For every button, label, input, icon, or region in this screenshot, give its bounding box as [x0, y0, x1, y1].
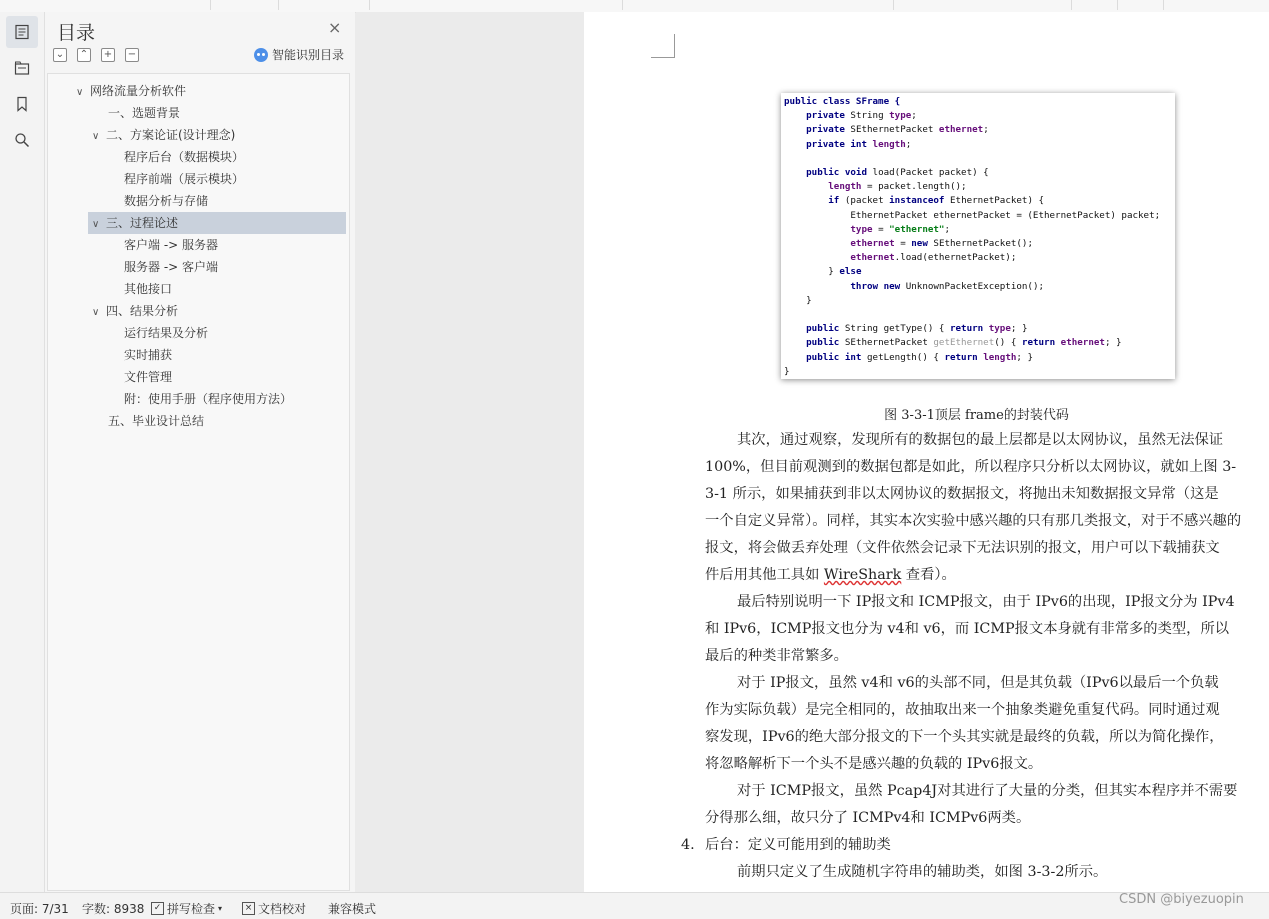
code-line: type = "ethernet"; [850, 223, 951, 235]
spell-error-word[interactable]: WireShark [823, 567, 902, 583]
toc-item[interactable]: 五、毕业设计总结 [108, 414, 205, 428]
watermark: CSDN @biyezuopin [1119, 892, 1244, 907]
toc-item[interactable]: 文件管理 [124, 370, 173, 384]
smart-toc-label: 智能识别目录 [272, 48, 345, 62]
text-line: 作为实际负载）是完全相同的，故抽取出来一个抽象类避免重复代码。同时通过观 [705, 702, 1220, 718]
text-line: 件后用其他工具如 WireShark 查看）。 [705, 567, 956, 583]
chevron-down-icon[interactable]: ∨ [76, 87, 84, 98]
text-line: 其次，通过观察，发现所有的数据包的最上层都是以太网协议，虽然无法保证 [737, 432, 1224, 448]
text-line: 最后的种类非常繁多。 [705, 648, 848, 664]
code-line: throw new UnknownPacketException(); [850, 280, 1045, 292]
toc-item[interactable]: 附：使用手册（程序使用方法） [124, 392, 293, 406]
code-line: } else [828, 266, 862, 278]
toc-item[interactable]: 程序后台（数据模块） [124, 150, 245, 164]
proofread-icon: × [242, 902, 255, 915]
text-line: 3-1 所示，如果捕获到非以太网协议的数据报文，将抛出未知数据报文异常（这是 [705, 486, 1219, 502]
text-line: 对于 IP报文，虽然 v4和 v6的头部不同，但是其负载（IPv6以最后一个负载 [737, 675, 1219, 691]
code-line: } [784, 365, 790, 377]
text-line: 最后特别说明一下 IP报文和 ICMP报文，由于 IPv6的出现，IP报文分为 IPv4 [737, 594, 1235, 610]
toc-item[interactable]: 运行结果及分析 [124, 326, 209, 340]
code-line: ethernet = new SEthernetPacket(); [850, 238, 1033, 250]
code-line: } [806, 294, 812, 306]
status-bar [0, 892, 1269, 919]
code-figure [781, 93, 1175, 379]
toc-title: 目录 [57, 22, 96, 44]
figure-caption: 图 3-3-1顶层 frame的封装代码 [884, 408, 1069, 423]
text-line: 将忽略解析下一个头不是感兴趣的负载的 IPv6报文。 [705, 756, 1043, 772]
canvas-background [356, 12, 584, 892]
text-line: 100%，但目前观测到的数据包都是如此，所以程序只分析以太网协议，就如上图 3- [705, 459, 1237, 475]
toc-item-selected[interactable]: ∨ 三、过程论述 [88, 212, 346, 234]
list-item: 4. 后台：定义可能用到的辅助类 [705, 832, 1269, 859]
code-line: public void load(Packet packet) { [806, 167, 989, 179]
text-line: 分得那么细，故只分了 ICMPv4和 ICMPv6两类。 [705, 810, 1031, 826]
smart-toc-icon [254, 48, 268, 62]
text-line: 对于 ICMP报文，虽然 Pcap4J对其进行了大量的分类，但其实本程序并不需要 [737, 783, 1238, 799]
code-line: ethernet.load(ethernetPacket); [850, 252, 1017, 264]
toc-item[interactable]: 程序前端（展示模块） [124, 172, 245, 186]
toc-item[interactable]: ∨ 网络流量分析软件 [76, 80, 186, 102]
code-line: private int length; [806, 138, 912, 150]
checkbox-icon: ✓ [151, 902, 164, 915]
code-line: private SEthernetPacket ethernet; [806, 124, 989, 136]
add-heading-icon[interactable]: + [101, 48, 115, 62]
text-line: 一个自定义异常）。同样，其实本次实验中感兴趣的只有那几类报文，对于不感兴趣的 [705, 513, 1242, 529]
text-line: 报文，将会做丢弃处理（文件依然会记录下无法识别的报文，用户可以下载捕获文 [705, 540, 1220, 556]
code-line: EthernetPacket ethernetPacket = (EthernetPacket) packet; [850, 209, 1161, 221]
toc-item[interactable]: 服务器 -> 客户端 [124, 260, 219, 274]
code-line: public String getType() { return type; } [806, 323, 1028, 335]
toc-item[interactable]: 客户端 -> 服务器 [124, 238, 219, 252]
code-line: private String type; [806, 110, 917, 122]
chevron-down-icon[interactable]: ∨ [92, 131, 100, 142]
code-line: length = packet.length(); [828, 181, 967, 193]
toc-item[interactable]: 数据分析与存储 [124, 194, 209, 208]
smart-toc-button[interactable] [254, 46, 344, 63]
body-text [681, 427, 1269, 886]
remove-heading-icon[interactable]: − [125, 48, 139, 62]
chevron-down-icon[interactable]: ∨ [92, 307, 100, 318]
text-line: 前期只定义了生成随机字符串的辅助类，如图 3-3-2所示。 [737, 864, 1108, 880]
code-line: if (packet instanceof EthernetPacket) { [828, 195, 1045, 207]
code-line: public SEthernetPacket getEthernet() { return ethernet; } [806, 337, 1122, 349]
code-line: public int getLength() { return length; } [806, 351, 1034, 363]
list-number: 4. [681, 837, 695, 853]
bookmark-icon[interactable] [6, 88, 38, 120]
side-icon-bar [0, 12, 45, 892]
toc-icon[interactable] [6, 16, 38, 48]
toc-panel [45, 12, 355, 892]
toc-item[interactable]: 实时捕获 [124, 348, 173, 362]
text-line: 察发现，IPv6的绝大部分报文的下一个头其实就是最终的负载，所以为简化操作， [705, 729, 1224, 745]
spell-check-button[interactable]: ✓ 拼写检查 ▾ [151, 900, 222, 917]
word-count[interactable]: 字数: 8938 [82, 902, 145, 916]
collapse-all-icon[interactable]: ⌄ [53, 48, 67, 62]
document-page[interactable] [584, 12, 1269, 892]
page-corner-mark [651, 34, 675, 58]
code-line: public class SFrame { [784, 96, 901, 107]
compat-mode-label: 兼容模式 [328, 902, 377, 916]
toc-item[interactable]: ∨ 二、方案论证(设计理念) [92, 124, 235, 146]
toc-item[interactable]: 一、选题背景 [108, 106, 181, 120]
page-indicator[interactable]: 页面: 7/31 [10, 902, 69, 916]
code-block [781, 93, 1175, 379]
search-icon[interactable] [6, 124, 38, 156]
toc-tree [47, 73, 350, 891]
toc-item[interactable]: ∨ 四、结果分析 [92, 300, 178, 322]
folder-tree-icon[interactable] [6, 52, 38, 84]
toc-item[interactable]: 其他接口 [124, 282, 173, 296]
proofread-button[interactable]: × 文档校对 [242, 900, 306, 917]
chevron-down-icon[interactable]: ∨ [92, 219, 100, 230]
text-line: 和 IPv6，ICMP报文也分为 v4和 v6，而 ICMP报文本身就有非常多的类型，所以 [705, 621, 1230, 637]
expand-up-icon[interactable]: ⌃ [77, 48, 91, 62]
close-icon[interactable]: × [328, 18, 342, 37]
